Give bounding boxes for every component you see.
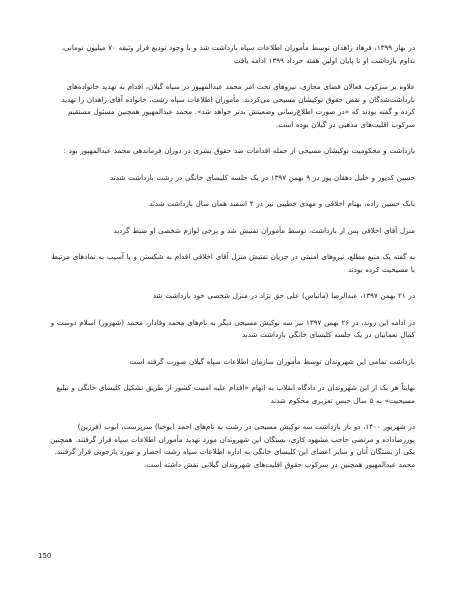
paragraph: علاوه بر سرکوب فعالان فضای مجازی، نیروهای تحت امر محمد عبدالمهپور در سپاه گیلان، اقدام به تهدید خانواده‌های بازداشت‌شدگان و نقض حقوق نوکیشان مسیحی می‌کردند. مأموران اطلاعات سپاه رشت، خانواده آقای زاهدان را تهدید کرده و گفته بودند که «در صورت اطلاع‌رسانی وضعیتش بدتر خواهد شد». محمد عبدالمهپور همچنین مسئول مستقیم سرکوب اقلیت‌های مذهبی در گیلان بوده است. — [61, 82, 415, 129]
document-body — [46, 42, 415, 485]
paragraph: بازداشت و محکومیت نوکیشان مسیحی از جمله اقدامات ضد حقوق بشری در دوران فرماندهی محمد عبدالمهپور بود : — [63, 146, 415, 155]
paragraph: حسین کدیور و خلیل دهقان پور در ۹ بهمن ۱۳۹۷ در یک جلسه کلیسای خانگی در رشت بازداشت شدند — [110, 172, 415, 182]
paragraph: به گفته یک منبع مطلع، نیروهای امنیتی در جریان تفتیش منزل آقای اخلاقی اقدام به شکستن و یا آسیب به نمادهای مرتبط با مسیحیت کرده بودند — [51, 252, 415, 274]
paragraph: بازداشت تمامی این شهروندان توسط مأموران سازمان اطلاعات سپاه گیلان صورت گرفته است — [129, 356, 415, 366]
paragraph: در شهریور ۱۴۰۰، دو بار بازداشت سه نوکیش مسیحی در رشت به نام‌های احمد (یوحنا) سرپرست، ایوب (فرزین) پوررضاداده و مرتضی حاجب مشهود کاری، بستگان این شهروندان مورد تهدید مأموران اطلاعات سپاه قرار گرفتند. همچنین یکی از بستگان آنان و سایر اعضای این کلیسای خانگی به اداره اطلاعات سپاه رشت احضار و مورد بازجویی قرار گرفتند. محمد عبدالمهپور همچنین در سرکوب حقوق اقلیت‌های شهروندان گیلانی نقش داشته است. — [50, 422, 415, 469]
paragraph: در ۲۱ بهمن ۱۳۹۷، عبدالرضا (ماتیاس) علی حق نژاد در منزل شخصی خود بازداشت شد — [152, 291, 415, 300]
paragraph: نهایتاً هر یک از این شهروندان در دادگاه انقلاب به اتهام «اقدام علیه امنیت کشور از طریق تشکیل کلیسای خانگی و تبلیغ مسیحیت» به ۵ سال حبس تعزیری محکوم شدند — [56, 383, 415, 405]
paragraph: در بهار ۱۳۹۹، فرهاد زاهدان توسط مأموران اطلاعات سپاه بازداشت شد و با وجود تودیع قرار وثیقه ۷۰ میلیون تومانی، تداوم بازداشت او تا پایان اولین هفته خرداد ۱۳۹۹ ادامه یافت — [61, 43, 415, 65]
paragraph: بابک حسین زاده، بهنام اخلاقی و مهدی خطیبی نیز در ۴ اسفند همان سال بازداشت شدند — [149, 199, 415, 208]
paragraph: در ادامه این روند، در ۲۶ بهمن ۱۳۹۷ نیز سه نوکیش مسیحی دیگر به نام‌های محمد وفادار، محمد (شهروز) اسلام دوست و کمال نعمانیان در یک جلسه کلیسای خانگی بازداشت شدند — [50, 317, 415, 339]
page-number: 150 — [38, 552, 52, 560]
paragraph: منزل آقای اخلاقی پس از بازداشت، توسط مأموران تفتیش شد و برخی لوازم شخصی او ضبط گردید — [113, 225, 415, 235]
